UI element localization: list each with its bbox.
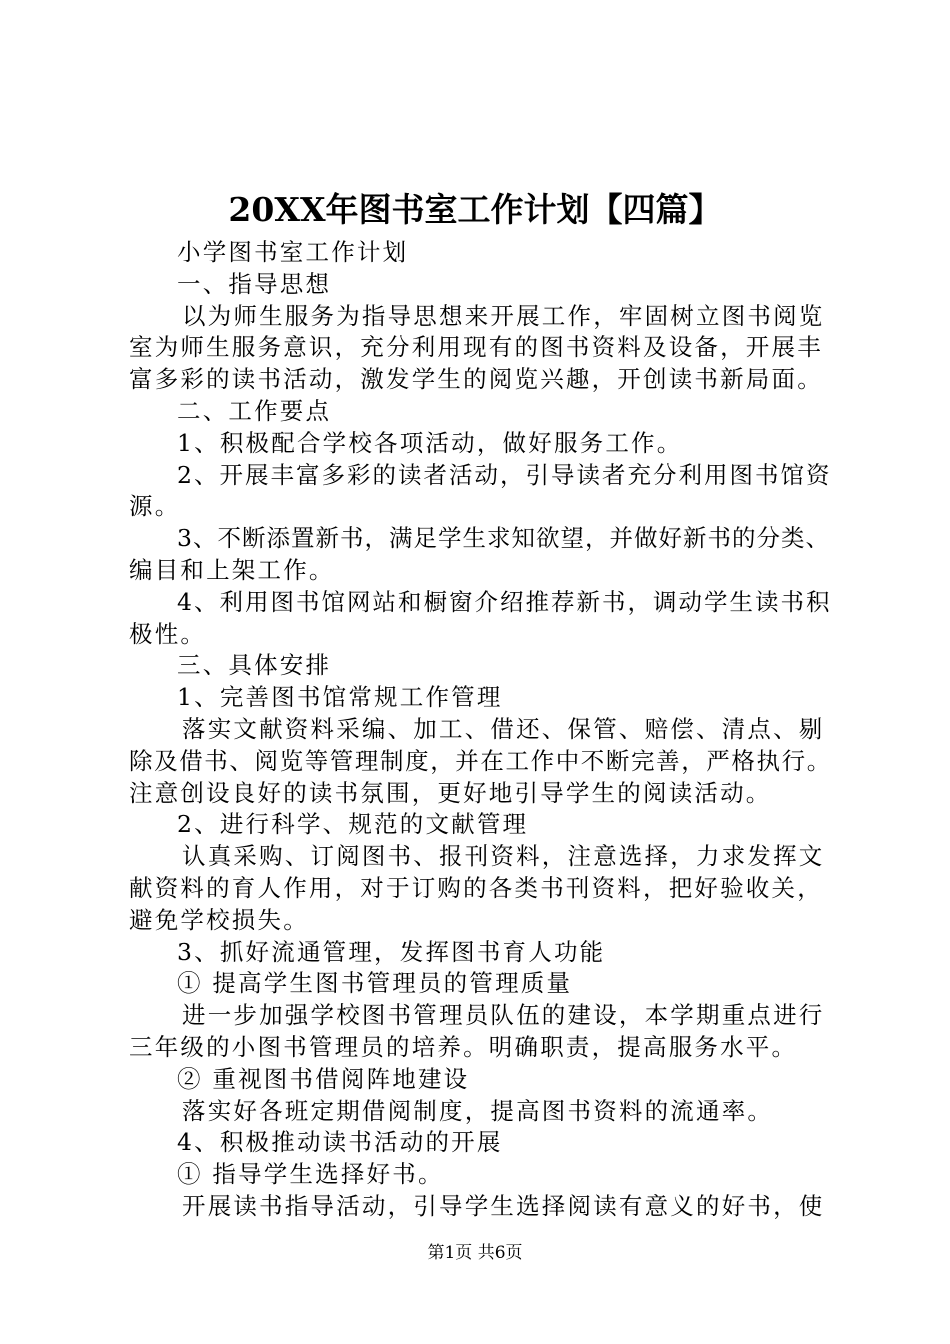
paragraph-line: 三年级的小图书管理员的培养。明确职责，提高服务水平。 <box>129 1032 798 1061</box>
paragraph-line: 富多彩的读书活动，激发学生的阅览兴趣，开创读书新局面。 <box>129 365 823 394</box>
paragraph-line: ② 重视图书借阅阵地建设 <box>177 1064 470 1093</box>
paragraph-line: 1、积极配合学校各项活动，做好服务工作。 <box>177 428 683 457</box>
document-title: 20XX年图书室工作计划【四篇】 <box>228 190 722 229</box>
paragraph-line: 三、具体安排 <box>177 651 332 680</box>
paragraph-line: 小学图书室工作计划 <box>177 238 409 266</box>
paragraph-line: 2、进行科学、规范的文献管理 <box>177 810 529 839</box>
paragraph-line: 避免学校损失。 <box>129 905 309 934</box>
paragraph-line: 进一步加强学校图书管理员队伍的建设，本学期重点进行 <box>182 1001 825 1030</box>
paragraph-line: ① 指导学生选择好书。 <box>177 1160 444 1189</box>
paragraph-line: ① 提高学生图书管理员的管理质量 <box>177 969 573 998</box>
paragraph-line: 一、指导思想 <box>177 269 332 298</box>
paragraph-line: 注意创设良好的读书氛围，更好地引导学生的阅读活动。 <box>129 778 772 807</box>
paragraph-line: 编目和上架工作。 <box>129 555 335 584</box>
paragraph-line: 4、利用图书馆网站和橱窗介绍推荐新书，调动学生读书积 <box>177 587 832 616</box>
paragraph-line: 开展读书指导活动，引导学生选择阅读有意义的好书，使 <box>182 1191 825 1220</box>
paragraph-line: 1、完善图书馆常规工作管理 <box>177 683 503 712</box>
paragraph-line: 4、积极推动读书活动的开展 <box>177 1128 503 1157</box>
paragraph-line: 落实好各班定期借阅制度，提高图书资料的流通率。 <box>182 1096 774 1125</box>
paragraph-line: 二、工作要点 <box>177 396 332 425</box>
paragraph-line: 落实文献资料采编、加工、借还、保管、赔偿、清点、剔 <box>182 714 825 743</box>
document-body <box>129 237 833 1223</box>
paragraph-line: 室为师生服务意识，充分利用现有的图书资料及设备，开展丰 <box>129 333 823 362</box>
paragraph-line: 源。 <box>129 492 181 521</box>
paragraph-line: 3、抓好流通管理，发挥图书育人功能 <box>177 937 606 966</box>
paragraph-line: 极性。 <box>129 619 207 648</box>
paragraph-line: 以为师生服务为指导思想来开展工作，牢固树立图书阅览 <box>182 301 825 330</box>
page-number: 第1页 共6页 <box>427 1243 523 1263</box>
paragraph-line: 认真采购、订阅图书、报刊资料，注意选择，力求发挥文 <box>182 842 825 871</box>
paragraph-line: 2、开展丰富多彩的读者活动，引导读者充分利用图书馆资 <box>177 460 832 489</box>
paragraph-line: 献资料的育人作用，对于订购的各类书刊资料，把好验收关， <box>129 873 823 902</box>
paragraph-line: 除及借书、阅览等管理制度，并在工作中不断完善，严格执行。 <box>129 746 832 775</box>
paragraph-line: 3、不断添置新书，满足学生求知欲望，并做好新书的分类、 <box>177 524 830 553</box>
